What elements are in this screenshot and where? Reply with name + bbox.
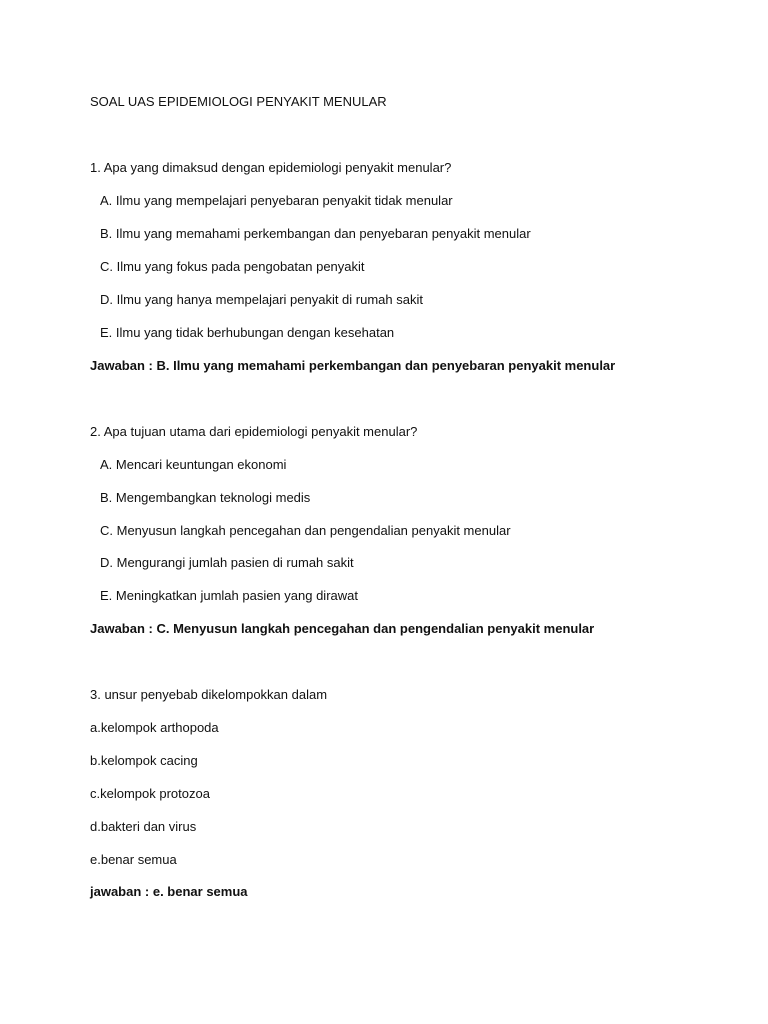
question-1: 1. Apa yang dimaksud dengan epidemiologi penyakit menular? (90, 160, 452, 175)
question-2-option-c: C. Menyusun langkah pencegahan dan pengendalian penyakit menular (100, 523, 511, 538)
question-3-option-c: c.kelompok protozoa (90, 786, 210, 801)
question-3-option-a: a.kelompok arthopoda (90, 720, 219, 735)
question-1-answer: Jawaban : B. Ilmu yang memahami perkembangan dan penyebaran penyakit menular (90, 358, 616, 373)
question-1-option-a: A. Ilmu yang mempelajari penyebaran penyakit tidak menular (100, 193, 453, 208)
question-2-option-b: B. Mengembangkan teknologi medis (100, 490, 311, 505)
question-3-option-d: d.bakteri dan virus (90, 819, 197, 834)
question-2-option-a: A. Mencari keuntungan ekonomi (100, 457, 287, 472)
question-1-option-d: D. Ilmu yang hanya mempelajari penyakit di rumah sakit (100, 292, 423, 307)
question-3: 3. unsur penyebab dikelompokkan dalam (90, 687, 328, 702)
question-1-option-b: B. Ilmu yang memahami perkembangan dan penyebaran penyakit menular (100, 226, 531, 241)
question-2-option-e: E. Meningkatkan jumlah pasien yang dirawat (100, 588, 358, 603)
question-3-option-b: b.kelompok cacing (90, 753, 198, 768)
question-3-option-e: e.benar semua (90, 852, 177, 867)
question-2-answer: Jawaban : C. Menyusun langkah pencegahan dan pengendalian penyakit menular (90, 621, 595, 636)
document-title: SOAL UAS EPIDEMIOLOGI PENYAKIT MENULAR (90, 94, 387, 109)
question-2-option-d: D. Mengurangi jumlah pasien di rumah sakit (100, 555, 354, 570)
question-3-answer: jawaban : e. benar semua (90, 884, 248, 899)
question-1-option-e: E. Ilmu yang tidak berhubungan dengan kesehatan (100, 325, 395, 340)
question-2: 2. Apa tujuan utama dari epidemiologi penyakit menular? (90, 424, 418, 439)
question-1-option-c: C. Ilmu yang fokus pada pengobatan penyakit (100, 259, 365, 274)
